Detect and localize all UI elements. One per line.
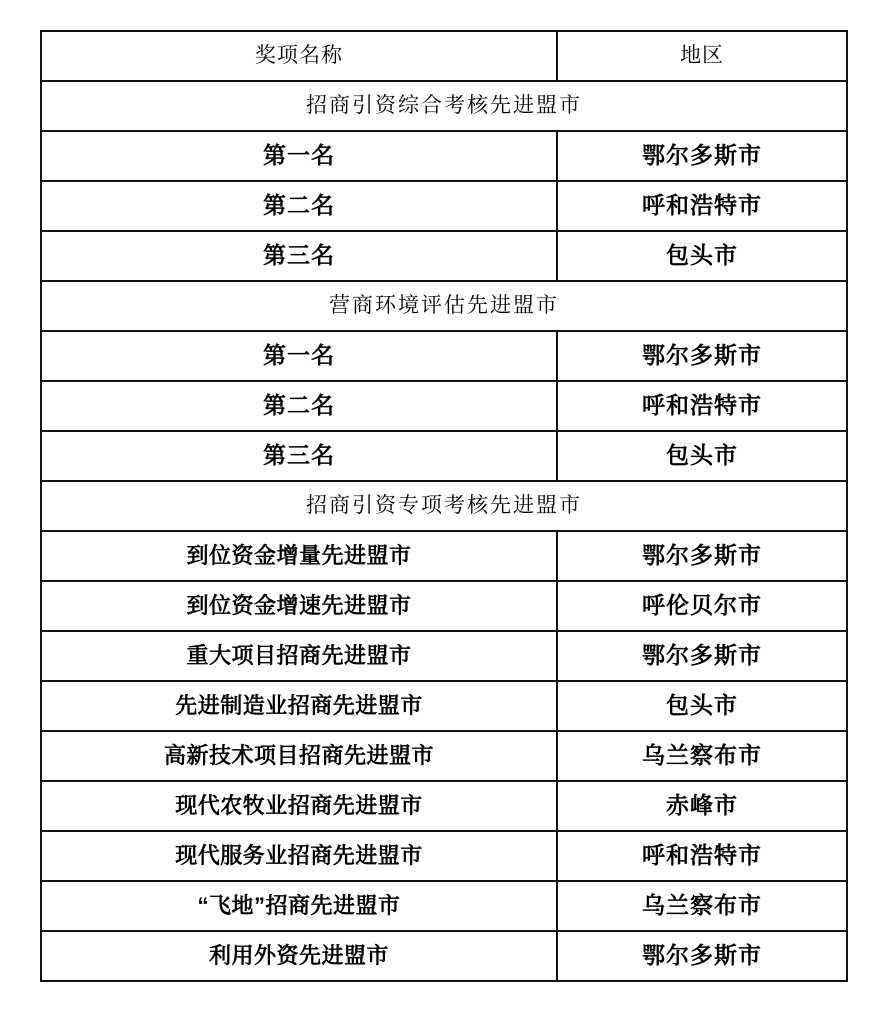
award-name: 第一名 — [41, 331, 557, 381]
table-row — [41, 781, 847, 831]
award-region: 鄂尔多斯市 — [557, 131, 847, 181]
table-row — [41, 431, 847, 481]
award-region: 鄂尔多斯市 — [557, 931, 847, 981]
award-name: 第一名 — [41, 131, 557, 181]
award-name: 第二名 — [41, 381, 557, 431]
award-name: 第三名 — [41, 431, 557, 481]
table-header-row — [41, 31, 847, 81]
table-row — [41, 731, 847, 781]
award-name: 先进制造业招商先进盟市 — [41, 681, 557, 731]
award-name: 重大项目招商先进盟市 — [41, 631, 557, 681]
table-row — [41, 231, 847, 281]
award-name: 第二名 — [41, 181, 557, 231]
table-row — [41, 331, 847, 381]
award-name: 利用外资先进盟市 — [41, 931, 557, 981]
award-name: 到位资金增速先进盟市 — [41, 581, 557, 631]
column-header-region: 地区 — [557, 31, 847, 81]
award-region: 鄂尔多斯市 — [557, 531, 847, 581]
award-region: 呼伦贝尔市 — [557, 581, 847, 631]
award-table-body — [41, 31, 847, 981]
award-name: 第三名 — [41, 231, 557, 281]
award-region: 包头市 — [557, 681, 847, 731]
award-table — [40, 30, 848, 982]
award-name: 现代服务业招商先进盟市 — [41, 831, 557, 881]
table-row — [41, 831, 847, 881]
table-row — [41, 131, 847, 181]
table-row — [41, 531, 847, 581]
award-region: 包头市 — [557, 231, 847, 281]
award-region: 鄂尔多斯市 — [557, 631, 847, 681]
table-row — [41, 681, 847, 731]
table-row — [41, 631, 847, 681]
award-name: 高新技术项目招商先进盟市 — [41, 731, 557, 781]
award-region: 呼和浩特市 — [557, 381, 847, 431]
column-header-award-name: 奖项名称 — [41, 31, 557, 81]
award-name: 现代农牧业招商先进盟市 — [41, 781, 557, 831]
table-row — [41, 381, 847, 431]
table-row — [41, 931, 847, 981]
award-region: 乌兰察布市 — [557, 731, 847, 781]
award-region: 赤峰市 — [557, 781, 847, 831]
award-region: 乌兰察布市 — [557, 881, 847, 931]
award-region: 包头市 — [557, 431, 847, 481]
award-name: “飞地”招商先进盟市 — [41, 881, 557, 931]
table-row — [41, 881, 847, 931]
award-region: 鄂尔多斯市 — [557, 331, 847, 381]
award-region: 呼和浩特市 — [557, 831, 847, 881]
section-title-row — [41, 481, 847, 531]
section-title-row — [41, 281, 847, 331]
section-title: 招商引资综合考核先进盟市 — [41, 81, 847, 131]
section-title-row — [41, 81, 847, 131]
award-name: 到位资金增量先进盟市 — [41, 531, 557, 581]
section-title: 营商环境评估先进盟市 — [41, 281, 847, 331]
award-region: 呼和浩特市 — [557, 181, 847, 231]
table-row — [41, 181, 847, 231]
section-title: 招商引资专项考核先进盟市 — [41, 481, 847, 531]
table-row — [41, 581, 847, 631]
